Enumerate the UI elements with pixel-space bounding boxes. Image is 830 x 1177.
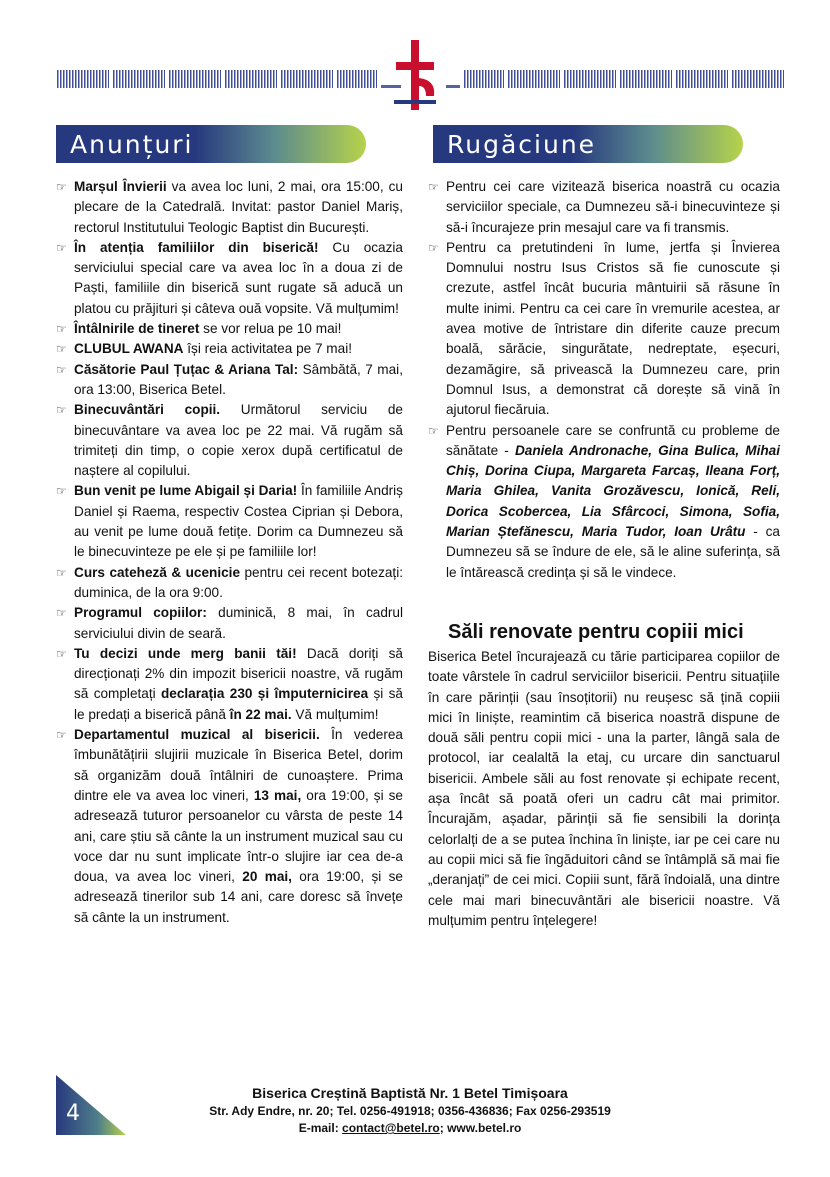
list-item: ☞ Marșul Învierii va avea loc luni, 2 mai, ora 15:00, cu plecare de la Catedrală. Invitat: pastor Daniel Mariș, rectorul Institutului Teologic Baptist din București. — [56, 179, 403, 235]
section-title: Rugăciune — [447, 129, 597, 159]
pointing-hand-icon: ☞ — [428, 180, 439, 194]
pointing-hand-icon: ☞ — [56, 646, 67, 661]
prayer-column — [428, 177, 780, 931]
email-link[interactable]: contact@betel.ro — [342, 1121, 440, 1135]
list-item: ☞ Căsătorie Paul Țuțac & Ariana Tal: Sâmbătă, 7 mai, ora 13:00, Biserica Betel. — [56, 361, 403, 397]
list-item: ☞ Departamentul muzical al bisericii. În vederea îmbunătățirii slujirii muzicale în Biserica Betel, dorim să organizăm două întâlniri de cunoaștere. Prima dintre ele va avea loc vineri, 13 mai, ora 19:00, și se adresează tuturor persoanelor cu vârsta de peste 14 ani, care știu să cânte la un instrument muzical sau cu voce dar nu sunt implicate într-o slujire iar cea de-a doua, va avea loc vineri, 20 mai, ora 19:00, și se adresează tinerilor sub 14 ani, care doresc să învețe să cânte la un instrument. — [56, 727, 403, 925]
section-title: Anunțuri — [70, 129, 194, 159]
list-item: ☞ Pentru cei care vizitează biserica noastră cu ocazia serviciilor speciale, ca Dumnezeu să-i binecuvinteze și să-i încurajeze prin mesajul care va fi transmis. — [428, 179, 780, 235]
pointing-hand-icon: ☞ — [56, 322, 67, 337]
article-title: Săli renovate pentru copiii mici — [448, 620, 744, 643]
pointing-hand-icon: ☞ — [56, 342, 67, 357]
list-item: ☞ Pentru persoanele care se confruntă cu probleme de sănătate - Daniela Andronache, Gina Bulica, Mihai Chiș, Dorina Ciupa, Margareta Farcaș, Ileana Forț, Maria Ghilea, Vanita Grozăvescu, Ionică, Reli, Dorica Scobercea, Lia Sfârcoci, Simona, Sofia, Marian Ștefănescu, Maria Tudor, Ioan Urâtu - ca Dumnezeu să se îndure de ele, să le aline suferința, să le întărească credința și să le vindece. — [428, 422, 780, 580]
pointing-hand-icon: ☞ — [56, 565, 67, 580]
pointing-hand-icon: ☞ — [428, 240, 439, 255]
pointing-hand-icon: ☞ — [56, 240, 67, 255]
pointing-hand-icon: ☞ — [56, 606, 67, 621]
list-item: ☞ În atenția familiilor din biserică! Cu ocazia serviciului special care va avea loc în a doua zi de Paști, familiile din biserică sunt rugate să aducă un platou cu prăjituri și câteva ouă vopsite. Vă mulțumim! — [56, 239, 403, 316]
footer-org: Biserica Creștină Baptistă Nr. 1 Betel Timișoara — [252, 1085, 568, 1101]
footer-contact: E-mail: contact@betel.ro; www.betel.ro — [298, 1121, 522, 1135]
section-header-rugaciune — [433, 125, 743, 163]
header-ornament-left — [57, 70, 401, 88]
header-ornament-right — [446, 70, 784, 88]
pointing-hand-icon: ☞ — [428, 423, 439, 438]
page-number: 4 — [66, 1101, 80, 1126]
list-item: ☞ Pentru ca pretutindeni în lume, jertfa și Învierea Domnului nostru Isus Cristos să fie cunoscute și crezute, astfel încât bucuria mântuirii să răsune în multe inimi. Pentru ca cei care în vremurile acestea, ar avea motive de întristare din diferite cauze precum boală, sărăcie, singurătate, nedreptate, eșecuri, dezamăgire, să privească la Dumnezeu care, prin Domnul Isus, a demonstrat că dorește să vină în ajutorul fiecăruia. — [428, 239, 780, 418]
pointing-hand-icon: ☞ — [56, 362, 67, 377]
list-item: ☞ Binecuvântări copii. Următorul serviciu de binecuvântare va avea loc pe 22 mai. Vă rugăm să trimiteți din timp, o copie xerox după certificatul de naștere al copilului. — [56, 402, 403, 479]
footer-address: Str. Ady Endre, nr. 20; Tel. 0256-491918; 0356-436836; Fax 0256-293519 — [209, 1104, 611, 1118]
pointing-hand-icon: ☞ — [56, 484, 67, 499]
list-item: ☞ Bun venit pe lume Abigail și Daria! În familiile Andriș Daniel și Raema, respectiv Costea Ciprian și Debora, au venit pe lume două fetițe. Dorim ca Dumnezeu să le binecuvinteze pe ele și pe familiile lor! — [56, 483, 403, 560]
pointing-hand-icon: ☞ — [56, 728, 67, 743]
list-item: ☞ CLUBUL AWANA își reia activitatea pe 7 mai! — [56, 339, 403, 359]
announcements-column — [56, 177, 403, 928]
pointing-hand-icon: ☞ — [56, 403, 67, 418]
section-header-anunturi — [56, 125, 366, 163]
article-rooms — [428, 619, 780, 931]
list-item: ☞ Întâlnirile de tineret se vor relua pe 10 mai! — [56, 319, 403, 339]
list-item: ☞ Tu decizi unde merg banii tăi! Dacă doriți să direcționați 2% din impozit bisericii noastre, vă rugăm să completați declarația 230 și împuternicirea și să le predați a biserică până în 22 mai. Vă mulțumim! — [56, 645, 403, 722]
church-logo-icon — [392, 40, 438, 110]
article-body: Biserica Betel încurajează cu tărie participarea copiilor de toate vârstele în cadrul serviciilor bisericii. Pentru situațiile în care părinții (sau însoțitorii) nu reușesc să țină copiii mici în liniște, reamintim că biserica noastră dispune de două săli pentru copii mici - una la parter, lângă sala de protocol, iar cealaltă la etaj, cu urcare din sanctuarul bisericii. Ambele săli au fost renovate și echipate recent, așa încât să poată oferi un cadru cât mai primitor. Încurajăm, așadar, părinții să fie sensibili la dorința celorlalți de a se putea închina în liniște, iar pe cei care nu au copii mici să fie îngăduitori când se întâmplă să mai fie „deranjați” de cei mici. Copiii sunt, fără îndoială, una dintre cele mai mari binecuvântări ale bisericii noastre. Vă mulțumim pentru înțelegere! — [428, 648, 780, 928]
pointing-hand-icon: ☞ — [56, 180, 67, 194]
list-item: ☞ Programul copiilor: duminică, 8 mai, în cadrul serviciului divin de seară. — [56, 605, 403, 641]
website-link[interactable]: ; www.betel.ro — [439, 1121, 522, 1135]
list-item: ☞ Curs cateheză & ucenicie pentru cei recent botezați: duminica, de la ora 9:00. — [56, 564, 403, 600]
